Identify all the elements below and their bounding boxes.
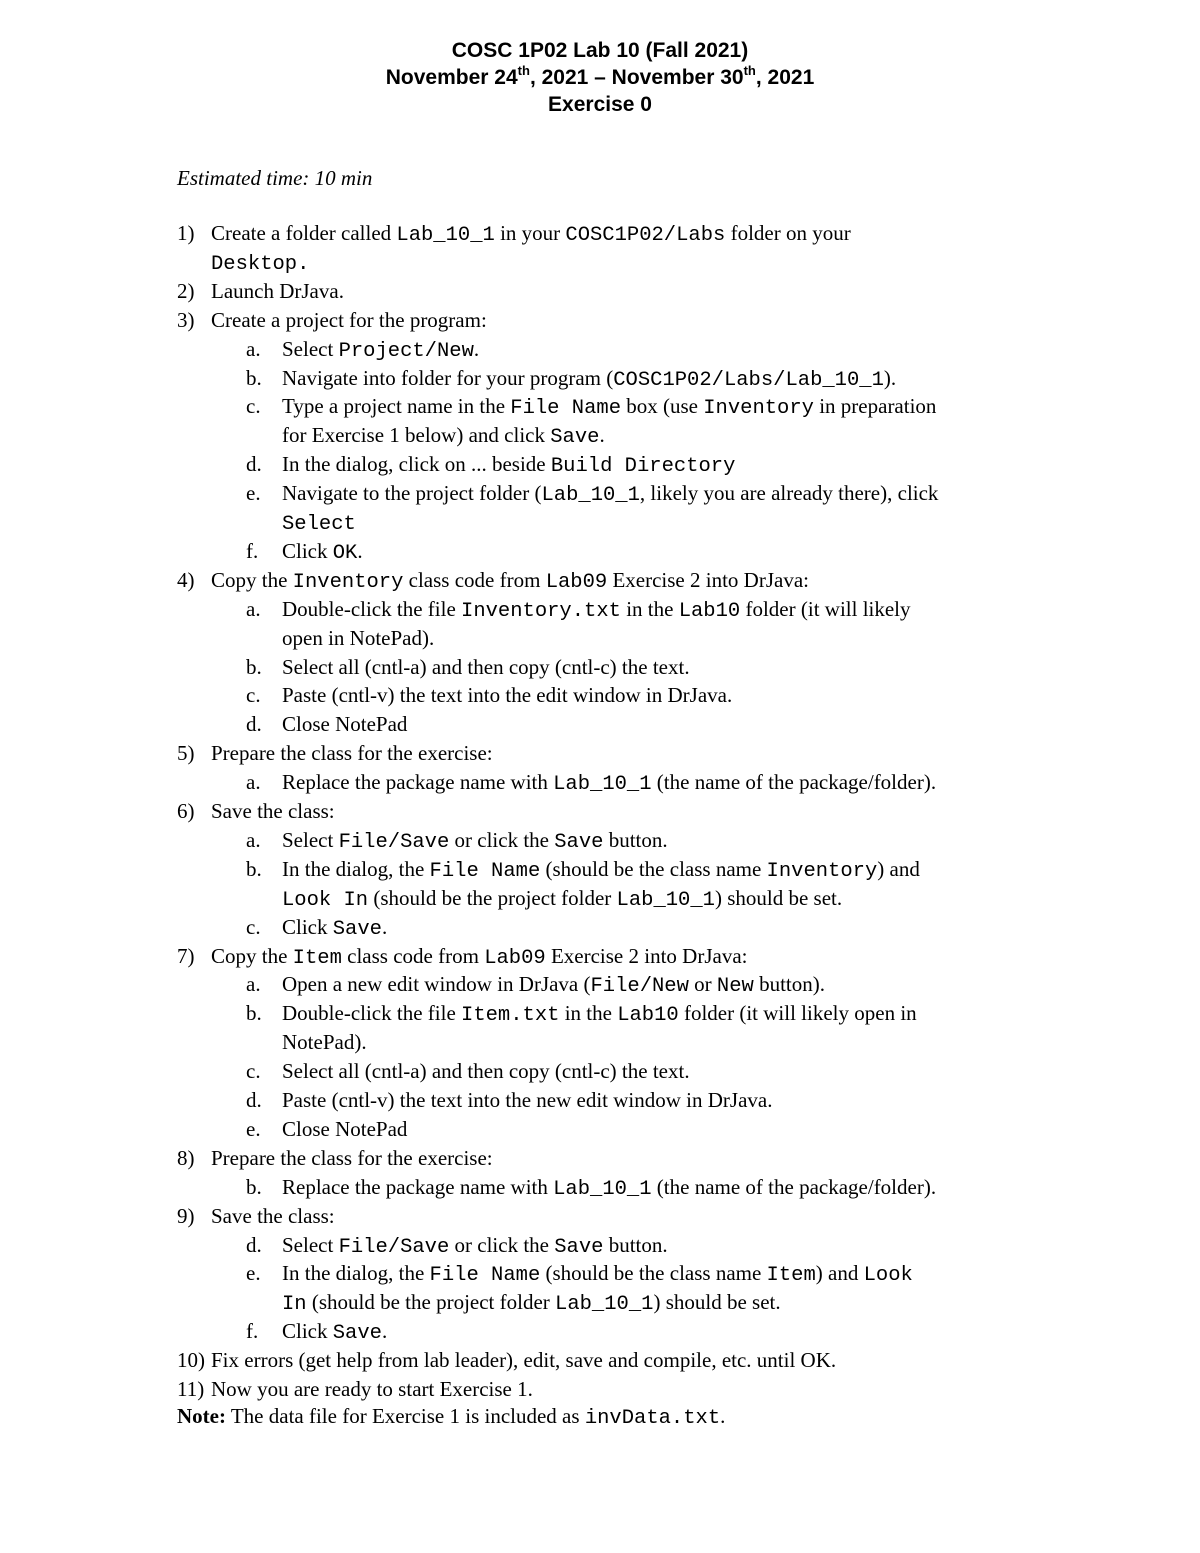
code-text: Lab_10_1: [541, 484, 640, 507]
plain-text: Exercise 2 into DrJava:: [545, 944, 748, 968]
list-marker: 8): [177, 1146, 195, 1170]
plain-text: Launch DrJava.: [211, 279, 344, 303]
plain-text: Close NotePad: [282, 1117, 408, 1141]
plain-text: or click the: [449, 828, 555, 852]
plain-text: Create a project for the program:: [211, 308, 487, 332]
list-marker: b.: [246, 857, 262, 881]
plain-text: or: [688, 972, 717, 996]
plain-text: ) and: [815, 1261, 864, 1285]
instruction-text: [282, 595, 911, 626]
code-text: Desktop.: [211, 253, 310, 276]
list-marker: a.: [246, 770, 261, 794]
code-text: File Name: [510, 397, 621, 420]
instruction-text: [282, 681, 732, 709]
instruction-text: [282, 1231, 668, 1262]
code-text: Build Directory: [550, 455, 736, 478]
plain-text: ).: [883, 366, 897, 390]
plain-text: Navigate to the project folder (: [282, 481, 542, 505]
plain-text: In the dialog, click on ... beside: [282, 452, 551, 476]
instruction-text: [282, 335, 479, 366]
instruction-text: [211, 942, 747, 973]
list-marker: f.: [246, 539, 259, 563]
data-file-name: invData.txt: [584, 1407, 721, 1430]
list-marker: c.: [246, 683, 261, 707]
list-marker: d.: [246, 1088, 262, 1112]
instruction-text: [282, 1086, 772, 1114]
list-marker: e.: [246, 481, 261, 505]
plain-text: Paste (cntl-v) the text into the new edit window in DrJava.: [282, 1088, 773, 1112]
plain-text: ) should be set.: [653, 1290, 781, 1314]
estimated-time: Estimated time: 10 min: [177, 166, 373, 190]
plain-text: in your: [494, 221, 566, 245]
instruction-text: [282, 1259, 913, 1290]
plain-text: ) and: [877, 857, 920, 881]
doc-date-range: November 24th, 2021 – November 30th, 2021: [385, 63, 815, 89]
code-text: New: [716, 975, 754, 998]
instruction-text: [282, 999, 917, 1030]
code-text: File Name: [429, 860, 541, 883]
code-text: File Name: [429, 1264, 541, 1287]
list-marker: 3): [177, 308, 195, 332]
code-text: Inventory.txt: [461, 600, 621, 623]
plain-text: (the name of the package/folder).: [651, 770, 937, 794]
instruction-text: [282, 364, 896, 395]
code-text: Item.txt: [461, 1004, 560, 1027]
instruction-text: [282, 970, 825, 1001]
code-text: OK: [332, 542, 358, 565]
code-text: Select: [282, 513, 356, 536]
instruction-text: [211, 739, 493, 767]
code-text: COSC1P02/Labs/Lab_10_1: [613, 369, 884, 392]
plain-text: open in NotePad).: [282, 626, 435, 650]
list-marker: b.: [246, 655, 262, 679]
plain-text: Select all (cntl-a) and then copy (cntl-c) the text.: [282, 1059, 690, 1083]
instruction-text: [282, 624, 434, 652]
instruction-text: [282, 421, 605, 452]
plain-text: folder on your: [725, 221, 851, 245]
instruction-text: [282, 1028, 367, 1056]
code-text: Lab_10_1: [616, 889, 715, 912]
code-text: Lab_10_1: [553, 1178, 652, 1201]
instruction-text: [211, 248, 309, 279]
code-text: File/Save: [338, 831, 450, 854]
plain-text: Replace the package name with: [282, 770, 554, 794]
plain-text: Save the class:: [211, 799, 335, 823]
instruction-text: [211, 219, 851, 250]
code-text: Save: [554, 1236, 604, 1259]
code-text: File/Save: [338, 1236, 450, 1259]
plain-text: .: [473, 337, 480, 361]
doc-subtitle: Exercise 0: [548, 93, 652, 116]
instruction-text: [282, 1317, 387, 1348]
plain-text: box (use: [621, 394, 704, 418]
note-label: Note:: [177, 1404, 226, 1428]
list-marker: 11): [177, 1377, 205, 1401]
plain-text: Prepare the class for the exercise:: [211, 1146, 493, 1170]
plain-text: Copy the: [211, 944, 293, 968]
instruction-text: [211, 306, 487, 334]
plain-text: Exercise 2 into DrJava:: [607, 568, 809, 592]
plain-text: .: [599, 423, 605, 447]
plain-text: class code from: [341, 944, 485, 968]
list-marker: a.: [246, 337, 261, 361]
instruction-text: [282, 653, 690, 681]
instruction-text: [211, 1202, 335, 1230]
plain-text: Navigate into folder for your program (: [282, 366, 614, 390]
code-text: Lab09: [484, 947, 546, 970]
instruction-text: [282, 884, 842, 915]
instruction-text: [282, 913, 387, 944]
plain-text: Select: [282, 1233, 339, 1257]
code-text: File/New: [590, 975, 689, 998]
code-text: Look: [863, 1264, 913, 1287]
plain-text: .: [357, 539, 363, 563]
plain-text: Click: [282, 915, 333, 939]
code-text: Save: [550, 426, 600, 449]
instruction-text: [282, 855, 920, 886]
plain-text: Type a project name in the: [282, 394, 511, 418]
plain-text: Replace the package name with: [282, 1175, 554, 1199]
code-text: Inventory: [292, 571, 404, 594]
instruction-text: [282, 1115, 407, 1143]
code-text: Item: [292, 947, 342, 970]
code-text: Lab_10_1: [553, 773, 652, 796]
list-marker: 10): [177, 1348, 205, 1372]
plain-text: class code from: [403, 568, 546, 592]
code-text: Save: [332, 918, 382, 941]
plain-text: button).: [753, 972, 825, 996]
code-text: Lab_10_1: [396, 224, 495, 247]
doc-title: COSC 1P02 Lab 10 (Fall 2021): [451, 39, 749, 62]
plain-text: for Exercise 1 below) and click: [282, 423, 551, 447]
plain-text: button.: [603, 1233, 668, 1257]
list-marker: a.: [246, 972, 261, 996]
instruction-text: [282, 1057, 690, 1085]
plain-text: Select: [282, 337, 339, 361]
plain-text: .: [381, 915, 388, 939]
plain-text: (should be the class name: [540, 1261, 767, 1285]
list-marker: b.: [246, 1001, 262, 1025]
plain-text: .: [381, 1319, 388, 1343]
note-paragraph: Note: The data file for Exercise 1 is included as invData.txt.: [177, 1404, 726, 1430]
instruction-text: [282, 479, 938, 510]
plain-text: button.: [603, 828, 668, 852]
plain-text: (the name of the package/folder).: [651, 1175, 937, 1199]
instruction-text: [282, 392, 936, 423]
list-marker: a.: [246, 828, 261, 852]
instruction-text: [282, 768, 936, 799]
plain-text: Prepare the class for the exercise:: [211, 741, 493, 765]
instruction-text: [211, 1375, 533, 1403]
plain-text: , likely you are already there), click: [639, 481, 939, 505]
code-text: Inventory: [766, 860, 878, 883]
instruction-text: [282, 1173, 936, 1204]
plain-text: Select all (cntl-a) and then copy (cntl-c) the text.: [282, 655, 690, 679]
plain-text: folder (it will likely open in: [678, 1001, 917, 1025]
plain-text: folder (it will likely: [740, 597, 911, 621]
instruction-text: [211, 797, 335, 825]
list-marker: 5): [177, 741, 195, 765]
list-marker: c.: [246, 1059, 261, 1083]
instruction-text: [282, 710, 407, 738]
plain-text: in preparation: [813, 394, 937, 418]
plain-text: Double-click the file: [282, 1001, 462, 1025]
plain-text: in the: [620, 597, 679, 621]
code-text: Inventory: [703, 397, 814, 420]
list-marker: 1): [177, 221, 195, 245]
code-text: Save: [554, 831, 604, 854]
instruction-text: [211, 1144, 493, 1172]
code-text: Look In: [282, 889, 369, 912]
plain-text: Click: [282, 1319, 333, 1343]
plain-text: Save the class:: [211, 1204, 335, 1228]
list-marker: b.: [246, 366, 262, 390]
instruction-text: [282, 1288, 781, 1319]
plain-text: (should be the project folder: [306, 1290, 556, 1314]
list-marker: d.: [246, 452, 262, 476]
list-marker: a.: [246, 597, 261, 621]
code-text: Project/New: [338, 340, 474, 363]
plain-text: In the dialog, the: [282, 1261, 430, 1285]
plain-text: NotePad).: [282, 1030, 367, 1054]
plain-text: Close NotePad: [282, 712, 408, 736]
instruction-text: [282, 537, 363, 568]
plain-text: Double-click the file: [282, 597, 462, 621]
plain-text: (should be the class name: [540, 857, 767, 881]
plain-text: or click the: [449, 1233, 555, 1257]
code-text: Lab09: [545, 571, 608, 594]
instruction-text: [282, 450, 735, 481]
instruction-text: [282, 826, 668, 857]
plain-text: In the dialog, the: [282, 857, 430, 881]
list-marker: d.: [246, 712, 262, 736]
plain-text: Fix errors (get help from lab leader), edit, save and compile, etc. until OK.: [211, 1348, 837, 1372]
plain-text: (should be the project folder: [368, 886, 617, 910]
plain-text: Copy the: [211, 568, 293, 592]
code-text: Save: [332, 1322, 382, 1345]
plain-text: ) should be set.: [714, 886, 843, 910]
code-text: Lab10: [617, 1004, 679, 1027]
list-marker: e.: [246, 1261, 261, 1285]
code-text: Lab10: [678, 600, 741, 623]
plain-text: in the: [559, 1001, 618, 1025]
list-marker: e.: [246, 1117, 261, 1141]
list-marker: b.: [246, 1175, 262, 1199]
code-text: Lab_10_1: [555, 1293, 654, 1316]
code-text: In: [282, 1293, 307, 1316]
instruction-text: [211, 566, 809, 597]
code-text: Item: [766, 1264, 816, 1287]
list-marker: 7): [177, 944, 195, 968]
plain-text: Click: [282, 539, 333, 563]
list-marker: 4): [177, 568, 195, 592]
list-marker: 9): [177, 1204, 195, 1228]
list-marker: c.: [246, 915, 261, 939]
plain-text: Create a folder called: [211, 221, 397, 245]
plain-text: Paste (cntl-v) the text into the edit window in DrJava.: [282, 683, 733, 707]
plain-text: Open a new edit window in DrJava (: [282, 972, 591, 996]
list-marker: 2): [177, 279, 195, 303]
plain-text: Select: [282, 828, 339, 852]
instruction-text: [282, 508, 356, 539]
list-marker: c.: [246, 394, 261, 418]
code-text: COSC1P02/Labs: [565, 224, 726, 247]
instruction-text: [211, 277, 344, 305]
list-marker: d.: [246, 1233, 262, 1257]
list-marker: f.: [246, 1319, 259, 1343]
plain-text: Now you are ready to start Exercise 1.: [211, 1377, 533, 1401]
list-marker: 6): [177, 799, 195, 823]
instruction-text: [211, 1346, 836, 1374]
